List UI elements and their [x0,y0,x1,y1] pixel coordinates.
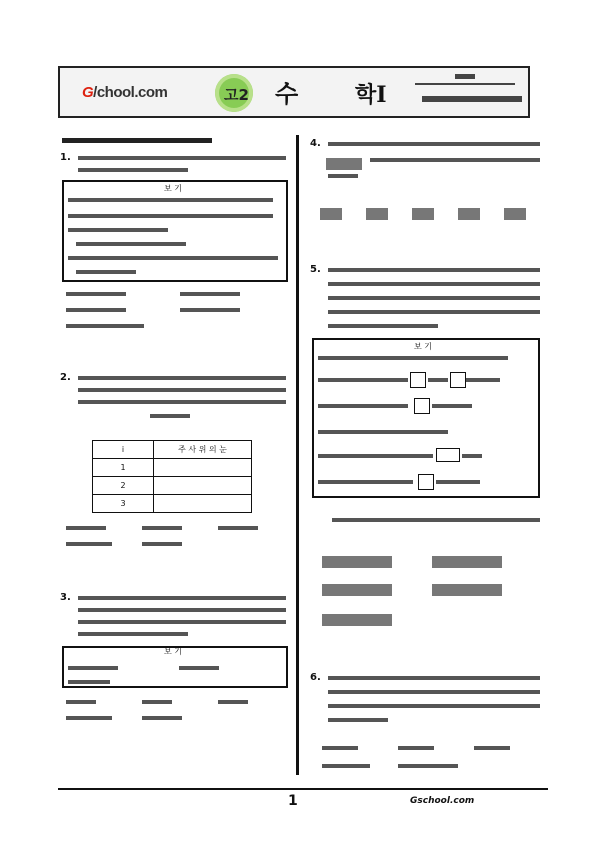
question-3-choice[interactable] [66,716,112,720]
question-4-choice[interactable] [458,208,480,220]
question-2-choice[interactable] [142,542,182,546]
question-5-text [332,518,540,522]
question-1-choice[interactable] [66,324,144,328]
question-6-number: 6. [310,672,321,683]
question-6-text [328,704,540,708]
question-3-choice[interactable] [142,716,182,720]
question-5-text [328,282,540,286]
question-1-text [78,156,286,160]
question-3-text [78,596,286,600]
question-4-choice[interactable] [366,208,388,220]
question-3-text [78,632,188,636]
question-1-number: 1. [60,152,71,163]
footer-brand: Gschool.com [410,796,475,806]
question-5-choice[interactable] [432,584,502,596]
question-5-text [328,268,540,272]
subject-title-part1: 수 [275,79,299,108]
question-5-text [328,324,438,328]
question-6-text [328,690,540,694]
question-3-choice[interactable] [66,700,96,704]
question-2-text [78,376,286,380]
section-heading [62,138,212,143]
question-2-choice[interactable] [66,542,112,546]
question-5-box: 보 기 [312,338,540,498]
question-3-box: 보 기 [62,646,288,688]
exam-header [58,66,530,118]
question-6-text [328,676,540,680]
subject-title-part2: 학Ⅰ [355,82,387,108]
gschool-logo: G/chool.com [82,84,168,101]
question-4-choice[interactable] [320,208,342,220]
grade-badge: 고2 [215,74,253,112]
question-3-number: 3. [60,592,71,603]
question-2-choice[interactable] [66,526,106,530]
question-4-choice[interactable] [504,208,526,220]
question-2-table: i 주 사 위 의 눈 1 2 3 [92,440,252,513]
question-6-choice[interactable] [398,746,434,750]
question-1-choice[interactable] [66,292,126,296]
question-6-choice[interactable] [322,746,358,750]
question-2-text [78,400,286,404]
header-info-text [415,74,515,88]
question-3-text [78,620,286,624]
column-divider [296,135,299,775]
question-4-choice[interactable] [412,208,434,220]
question-4-number: 4. [310,138,321,149]
question-5-text [328,310,540,314]
question-1-choice[interactable] [66,308,126,312]
question-2-text [78,388,286,392]
question-2-choice[interactable] [142,526,182,530]
question-2-number: 2. [60,372,71,383]
question-4-fractions [326,158,362,170]
question-1-choice[interactable] [180,292,240,296]
question-4-text [370,158,540,162]
question-1-text [78,168,188,172]
question-4-text [328,142,540,146]
question-1-choice[interactable] [180,308,240,312]
question-5-text [328,296,540,300]
question-2-choice[interactable] [218,526,258,530]
header-info-line [422,96,522,102]
question-5-choice[interactable] [432,556,502,568]
question-1-box: 보 기 [62,180,288,282]
question-3-choice[interactable] [218,700,248,704]
question-5-number: 5. [310,264,321,275]
question-5-choice[interactable] [322,556,392,568]
question-3-choice[interactable] [142,700,172,704]
question-3-text [78,608,286,612]
footer-rule [58,788,548,790]
page-number: 1 [288,793,298,809]
question-4-text [328,174,358,178]
question-5-choice[interactable] [322,614,392,626]
question-6-text [328,718,388,722]
question-6-choice[interactable] [398,764,458,768]
question-6-choice[interactable] [322,764,370,768]
question-2-text [150,414,190,418]
question-5-choice[interactable] [322,584,392,596]
question-6-choice[interactable] [474,746,510,750]
